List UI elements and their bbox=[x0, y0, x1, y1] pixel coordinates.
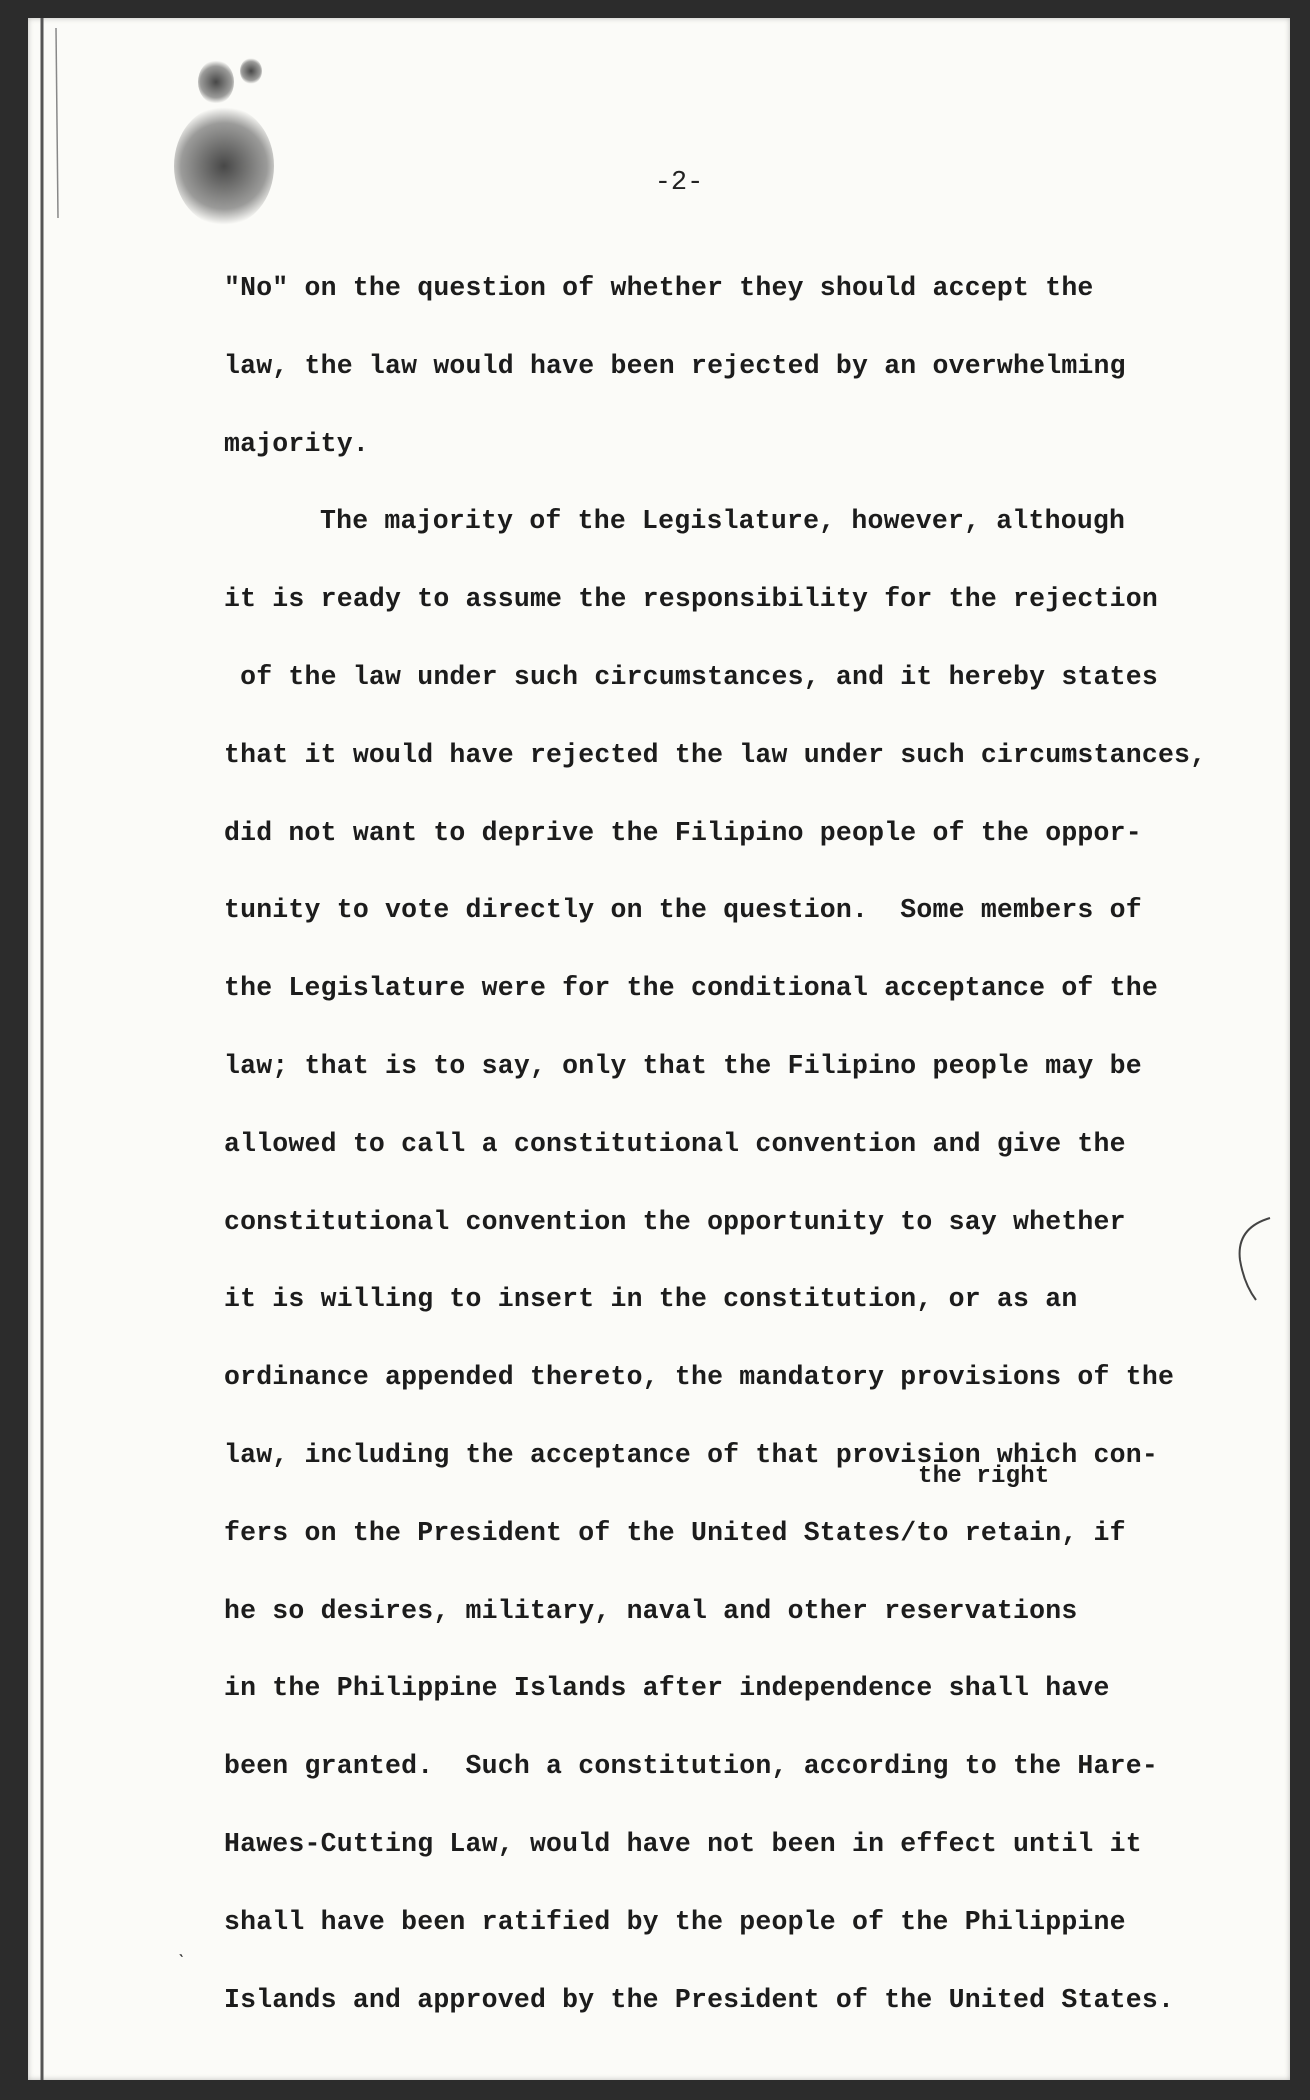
text-line: shall have been ratified by the people of the Philippine bbox=[224, 1906, 1126, 1937]
text-line: ordinance appended thereto, the mandatory provisions of the bbox=[224, 1362, 1175, 1393]
text-line: tunity to vote directly on the question. Some members of bbox=[224, 895, 1142, 926]
margin-tick-mark: ˋ bbox=[176, 1953, 189, 1976]
page-number: -2- bbox=[654, 168, 704, 198]
text-line: been granted. Such a constitution, according to the Hare- bbox=[224, 1751, 1158, 1782]
text-line: it is ready to assume the responsibility for the rejection bbox=[224, 584, 1158, 615]
ink-blot bbox=[174, 106, 274, 226]
text-line: in the Philippine Islands after independence shall have bbox=[224, 1673, 1110, 1704]
text-line-with-insert bbox=[224, 1462, 1224, 1573]
text-line: law, the law would have been rejected by an overwhelming bbox=[224, 350, 1126, 381]
text-line: allowed to call a constitutional convention and give the bbox=[224, 1128, 1126, 1159]
margin-bracket-mark bbox=[1232, 1214, 1272, 1304]
text-line: Hawes-Cutting Law, would have not been in effect until it bbox=[224, 1828, 1142, 1859]
text-line: of the law under such circumstances, and it hereby states bbox=[224, 661, 1158, 692]
text-line: law, including the acceptance of that provision which con- bbox=[224, 1439, 1158, 1470]
text-line: it is willing to insert in the constitution, or as an bbox=[224, 1284, 1078, 1315]
text-line: The majority of the Legislature, however, although bbox=[320, 506, 1126, 537]
document-body bbox=[224, 250, 1224, 2039]
text-line: "No" on the question of whether they should accept the bbox=[224, 273, 1094, 303]
page-edge-decoration bbox=[36, 18, 76, 2080]
interlinear-insert: the right bbox=[918, 1462, 1050, 1490]
text-line: the Legislature were for the conditional acceptance of the bbox=[224, 973, 1158, 1004]
text-line: fers on the President of the United States/to retain, if bbox=[224, 1517, 1126, 1548]
text-line: constitutional convention the opportunity to say whether bbox=[224, 1206, 1126, 1237]
ink-spot bbox=[198, 60, 234, 104]
text-line: that it would have rejected the law under such circumstances, bbox=[224, 739, 1207, 770]
document-page bbox=[28, 18, 1290, 2080]
text-line: law; that is to say, only that the Filipino people may be bbox=[224, 1050, 1142, 1081]
text-line: Islands and approved by the President of the United States. bbox=[224, 1984, 1175, 2015]
ink-spot bbox=[240, 58, 262, 84]
text-line: did not want to deprive the Filipino people of the oppor- bbox=[224, 817, 1142, 848]
text-line: majority. bbox=[224, 428, 369, 459]
text-line: he so desires, military, naval and other reservations bbox=[224, 1595, 1078, 1626]
